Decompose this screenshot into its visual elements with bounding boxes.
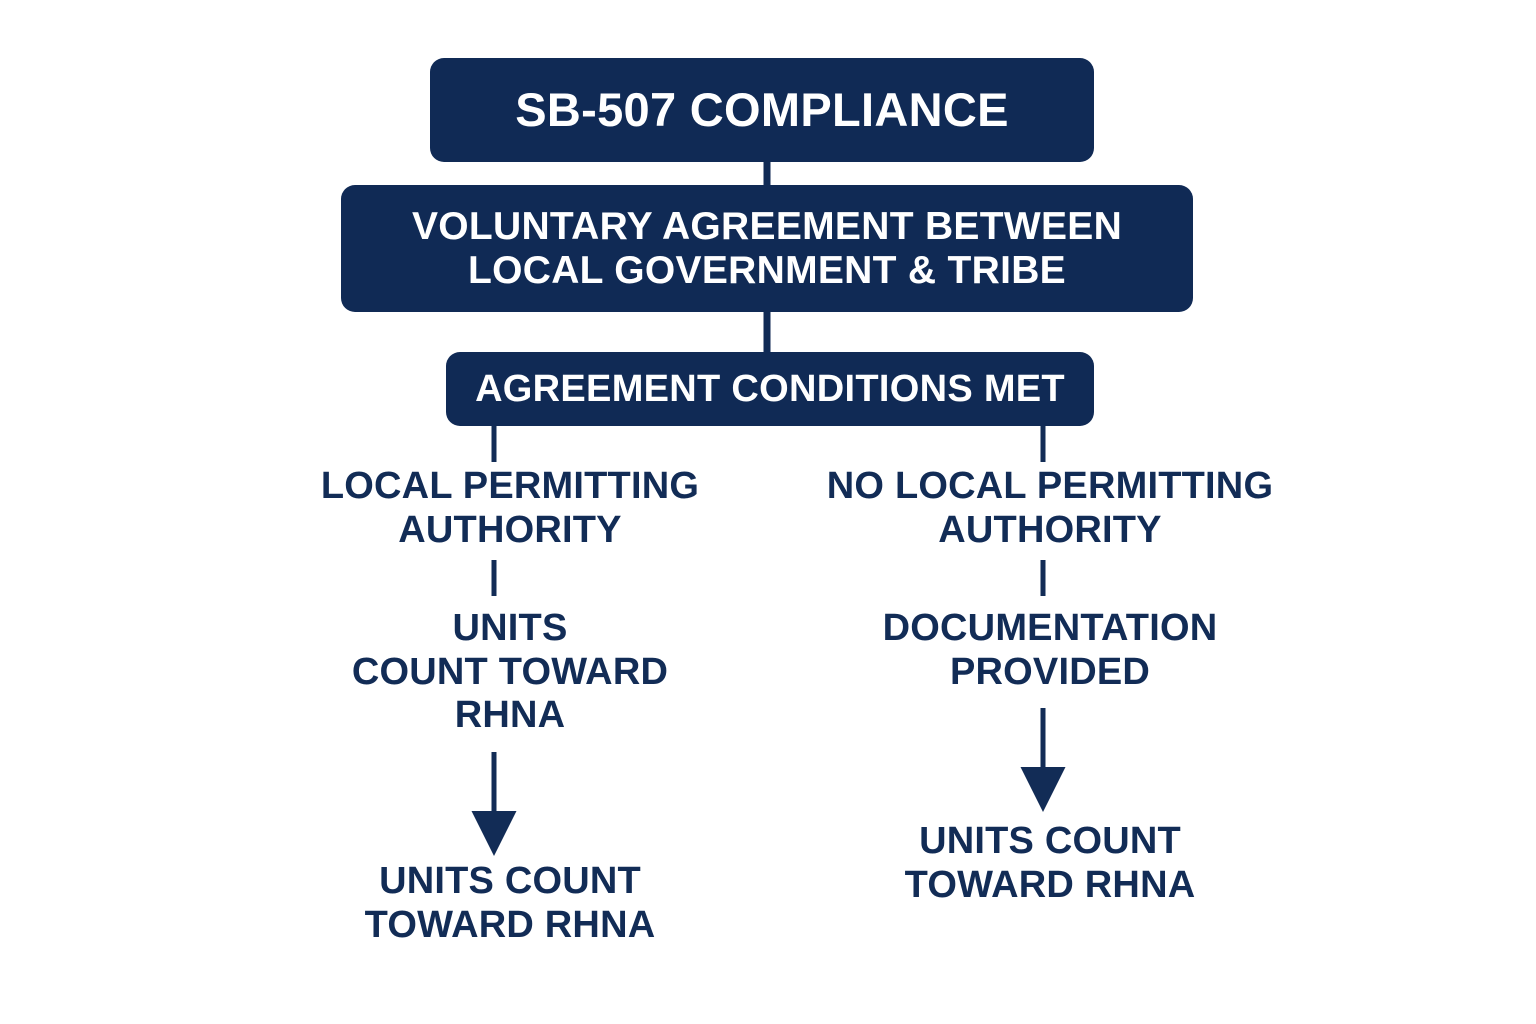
node-label-line3: RHNA [454,694,566,737]
node-units-count-toward-rhna-left-end [280,860,740,947]
node-label-line2: PROVIDED [949,650,1151,693]
node-label-line2: AUTHORITY [398,508,622,551]
node-label-line1: UNITS COUNT [379,860,641,902]
node-units-count-toward-rhna-right-end [810,820,1290,907]
node-label-line1: LOCAL PERMITTING [320,465,700,507]
node-agreement-conditions-met [446,352,1094,426]
node-voluntary-agreement [341,185,1193,312]
node-label [412,205,1122,292]
node-local-permitting-authority [250,465,770,552]
node-label-line2: TOWARD RHNA [904,863,1196,906]
node-label-line1: DOCUMENTATION [882,607,1218,649]
node-label-line2: AUTHORITY [938,508,1162,551]
node-label-line2: LOCAL GOVERNMENT & TRIBE [468,248,1066,292]
node-label-line2: COUNT TOWARD [351,650,669,693]
node-no-local-permitting-authority [790,465,1310,552]
node-label: AGREEMENT CONDITIONS MET [475,367,1065,410]
node-label-line1: NO LOCAL PERMITTING [826,465,1274,507]
node-units-count-toward-rhna-left-mid [300,607,720,738]
node-label-line2: TOWARD RHNA [364,903,656,946]
node-label: SB-507 COMPLIANCE [515,82,1009,136]
node-label-line1: UNITS COUNT [919,820,1181,862]
node-label-line1: UNITS [452,607,568,649]
node-sb507-compliance [430,58,1094,162]
node-documentation-provided [820,607,1280,694]
node-label-line1: VOLUNTARY AGREEMENT BETWEEN [411,204,1123,248]
